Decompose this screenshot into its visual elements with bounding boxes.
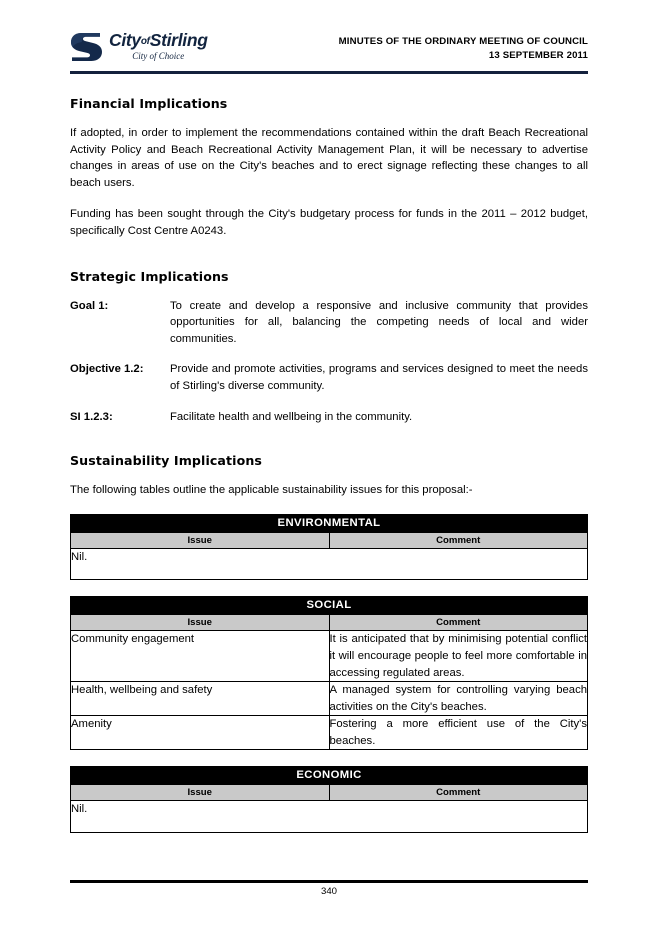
column-header-comment: Comment xyxy=(329,615,588,631)
heading-strategic-implications: Strategic Implications xyxy=(70,268,229,284)
table-row xyxy=(71,801,588,833)
heading-financial-implications: Financial Implications xyxy=(70,96,228,111)
table-header-row xyxy=(71,615,588,631)
column-header-issue: Issue xyxy=(71,615,330,631)
cell-issue: Nil. xyxy=(71,548,330,580)
strategic-value: Facilitate health and wellbeing in the community. xyxy=(170,410,413,423)
footer-divider-rule xyxy=(70,880,588,883)
header-title-line-2: 13 SEPTEMBER 2011 xyxy=(488,49,588,61)
sustainability-intro: The following tables outline the applicable sustainability issues for this proposal:- xyxy=(70,484,473,497)
environmental-table xyxy=(70,514,588,581)
economic-table xyxy=(70,766,588,833)
strategic-value: To create and develop a responsive and inclusive community that provides opportunities for all, balancing the competing needs of local and wider communities. xyxy=(170,299,588,345)
financial-paragraph-1: If adopted, in order to implement the recommendations contained within the draft Beach Recreational Activity Policy and Beach Recreational Activity Management Plan, it will be necessary to advertise changes in areas of use on the City's beaches and to erect signage reflecting these changes to all beach users. xyxy=(70,127,588,189)
table-title-row xyxy=(71,767,588,785)
city-of-stirling-logo xyxy=(70,28,208,63)
logo-name-stirling: Stirling xyxy=(149,30,208,50)
table-title-row xyxy=(71,597,588,615)
strategic-label: Objective 1.2: xyxy=(70,363,144,376)
table-title-row xyxy=(71,514,588,532)
table-row xyxy=(71,548,588,580)
logo-tagline: City of Choice xyxy=(132,50,185,61)
strategic-row xyxy=(70,298,588,348)
table-header-row xyxy=(71,532,588,548)
cell-issue: Nil. xyxy=(71,801,330,833)
table-title: ENVIRONMENTAL xyxy=(71,514,588,532)
heading-sustainability-implications: Sustainability Implications xyxy=(70,453,262,469)
spacer xyxy=(70,439,588,453)
table-row xyxy=(71,682,588,716)
stirling-s-emblem-icon xyxy=(70,31,104,63)
column-header-comment: Comment xyxy=(329,785,588,801)
logo-wordmark xyxy=(109,28,208,61)
strategic-row xyxy=(70,361,588,394)
page-header xyxy=(70,28,588,74)
header-meeting-title xyxy=(339,28,588,63)
strategic-label: SI 1.2.3: xyxy=(70,410,113,423)
financial-paragraph-2: Funding has been sought through the City's budgetary process for funds in the 2011 – 2012 budget, specifically Cost Centre A0243. xyxy=(70,208,588,237)
table-title: ECONOMIC xyxy=(71,767,588,785)
social-table xyxy=(70,596,588,750)
cell-issue: Amenity xyxy=(71,716,330,750)
cell-comment xyxy=(329,801,588,833)
cell-issue: Health, wellbeing and safety xyxy=(71,682,330,716)
cell-comment: A managed system for controlling varying beach activities on the City's beaches. xyxy=(329,682,588,716)
strategic-row xyxy=(70,409,588,426)
cell-comment: It is anticipated that by minimising potential conflict it will encourage people to feel more comfortable in accessing regulated areas. xyxy=(329,631,588,682)
logo-title xyxy=(109,32,208,50)
column-header-issue: Issue xyxy=(71,785,330,801)
document-body xyxy=(70,96,588,849)
page-number: 340 xyxy=(320,886,337,897)
cell-comment: Fostering a more efficient use of the City's beaches. xyxy=(329,716,588,750)
column-header-comment: Comment xyxy=(329,532,588,548)
strategic-label: Goal 1: xyxy=(70,299,109,312)
logo-name-city: City xyxy=(109,30,141,50)
strategic-value: Provide and promote activities, programs and services designed to meet the needs of Stirling's diverse community. xyxy=(170,363,588,392)
table-row xyxy=(71,716,588,750)
header-title-line-1: MINUTES OF THE ORDINARY MEETING OF COUNCIL xyxy=(338,36,588,47)
cell-comment xyxy=(329,548,588,580)
table-title: SOCIAL xyxy=(71,597,588,615)
table-row xyxy=(71,631,588,682)
cell-issue: Community engagement xyxy=(71,631,330,682)
header-divider-rule xyxy=(70,71,588,74)
table-header-row xyxy=(71,785,588,801)
spacer xyxy=(70,255,588,269)
logo-name-of: of xyxy=(140,36,150,47)
column-header-issue: Issue xyxy=(71,532,330,548)
